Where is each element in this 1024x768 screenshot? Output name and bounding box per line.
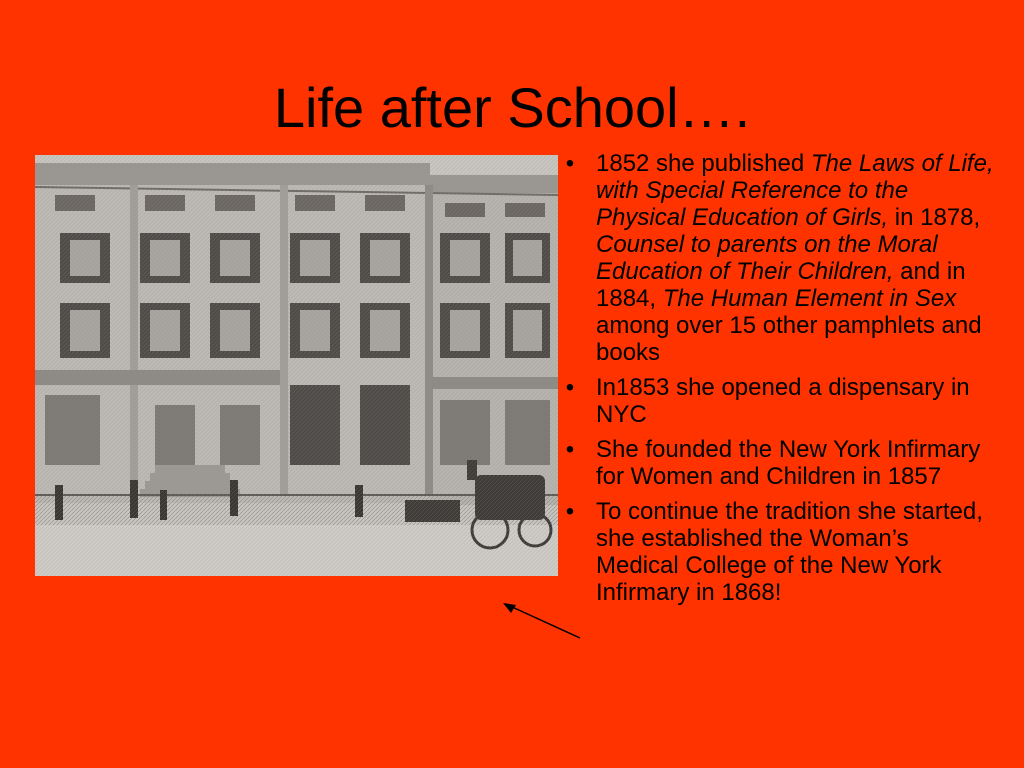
book-title-counsel-to-parents: Counsel to parents on the Moral Education of Their Children, <box>596 231 938 285</box>
bullet-text: To continue the tradition she started, she established the Woman’s Medical College of the New York Infirmary in 1868! <box>596 498 983 606</box>
bullet-text-part: among over 15 other pamphlets and books <box>596 312 982 366</box>
bullet-text-part: and in 1884, <box>596 258 966 312</box>
bullet-glyph: • <box>565 498 575 525</box>
bullet-glyph: • <box>565 374 575 401</box>
bullet-text: She founded the New York Infirmary for Women and Children in 1857 <box>596 436 981 490</box>
book-title-human-element: The Human Element in Sex <box>662 285 957 312</box>
bullet-glyph: • <box>565 150 575 177</box>
bullet-text-part: in 1878, <box>888 204 981 231</box>
bullet-text: In1853 she opened a dispensary in NYC <box>596 374 970 428</box>
book-title-laws-of-life: The Laws of Life, with Special Reference to the Physical Education of Girls, <box>596 150 994 231</box>
bullet-glyph: • <box>565 436 575 463</box>
slide-title: Life after School…. <box>273 76 751 139</box>
bullet-text-part: 1852 she published <box>596 150 811 177</box>
